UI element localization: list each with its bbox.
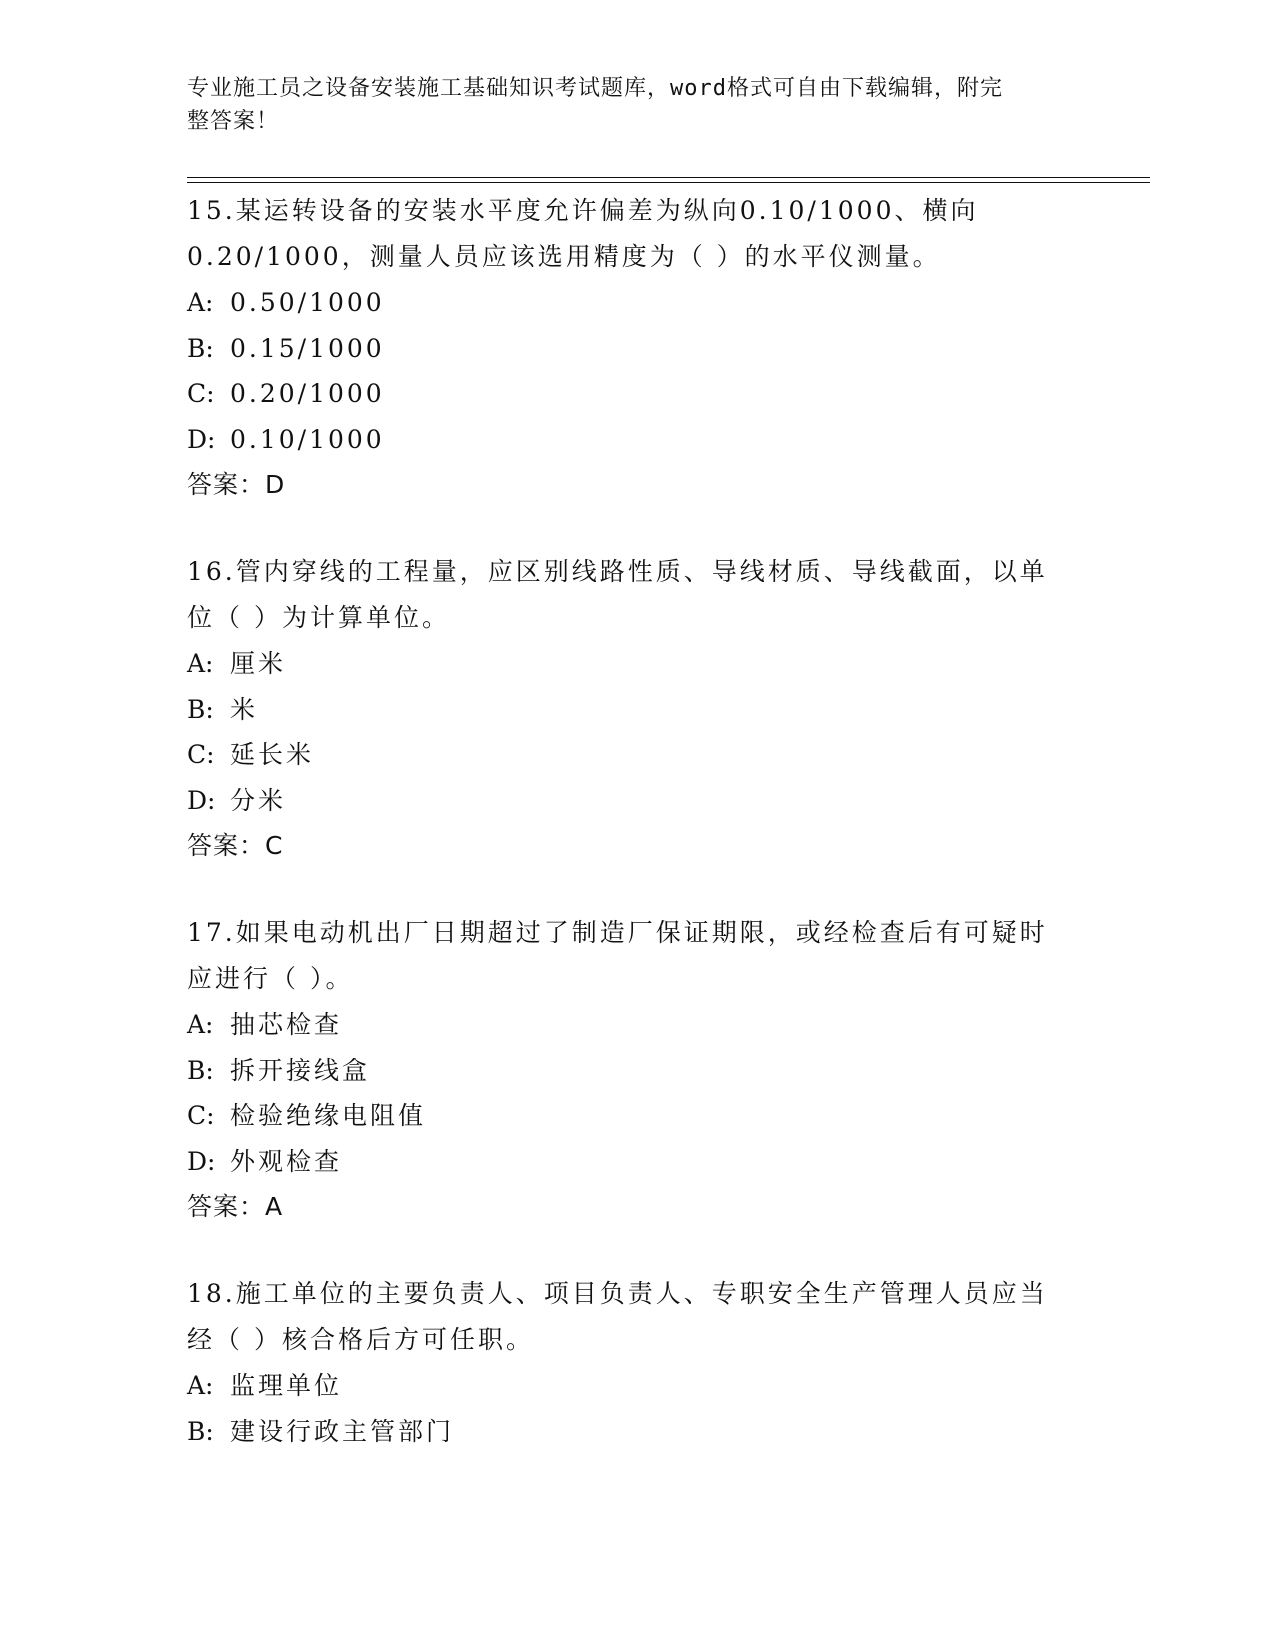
option-a <box>187 1363 1087 1409</box>
option-c <box>187 732 1087 778</box>
header-divider-bottom <box>187 182 1150 183</box>
option-text: 拆开接线盒 <box>230 1055 371 1085</box>
question-stem-line: 经（ ）核合格后方可任职。 <box>187 1325 534 1354</box>
option-key: B: <box>187 694 214 724</box>
option-a <box>187 641 1087 687</box>
option-c <box>187 1093 1087 1139</box>
question-15 <box>187 188 1087 507</box>
option-b <box>187 1048 1087 1094</box>
question-stem-line: 18.施工单位的主要负责人、项目负责人、专职安全生产管理人员应当 <box>187 1279 1048 1308</box>
question-stem-line: 16.管内穿线的工程量，应区别线路性质、导线材质、导线截面，以单 <box>187 557 1048 586</box>
option-d <box>187 1139 1087 1185</box>
option-key: B: <box>187 333 214 363</box>
option-text: 0.15/1000 <box>230 333 385 363</box>
question-stem-line: 0.20/1000，测量人员应该选用精度为（ ）的水平仪测量。 <box>187 242 941 271</box>
option-text: 米 <box>230 694 259 724</box>
option-text: 抽芯检查 <box>230 1010 343 1039</box>
option-key: C: <box>187 740 215 769</box>
option-key: A: <box>187 288 214 317</box>
option-c <box>187 371 1087 417</box>
option-text: 监理单位 <box>230 1371 343 1400</box>
question-18 <box>187 1271 1087 1454</box>
option-key: D: <box>187 1146 216 1176</box>
option-key: C: <box>187 379 215 408</box>
option-text: 0.20/1000 <box>230 379 385 408</box>
header-line-2: 整答案！ <box>187 109 280 134</box>
option-b <box>187 1409 1087 1455</box>
answer-line: 答案：C <box>187 831 284 860</box>
question-16 <box>187 549 1087 868</box>
option-b <box>187 687 1087 733</box>
option-text: 厘米 <box>230 649 287 678</box>
option-d <box>187 417 1087 463</box>
question-list <box>187 188 1087 1496</box>
header-line-1: 专业施工员之设备安装施工基础知识考试题库，word格式可自由下载编辑，附完 <box>187 76 1003 101</box>
question-stem-line: 17.如果电动机出厂日期超过了制造厂保证期限，或经检查后有可疑时 <box>187 918 1048 947</box>
option-key: A: <box>187 1371 214 1400</box>
option-key: C: <box>187 1101 215 1130</box>
option-key: A: <box>187 1010 214 1039</box>
document-header <box>187 72 1067 138</box>
header-divider-top <box>187 177 1150 178</box>
option-d <box>187 778 1087 824</box>
option-key: D: <box>187 424 216 454</box>
option-key: D: <box>187 785 216 815</box>
option-text: 0.50/1000 <box>230 288 385 317</box>
option-text: 建设行政主管部门 <box>230 1416 455 1446</box>
option-key: B: <box>187 1055 214 1085</box>
option-a <box>187 1002 1087 1048</box>
option-key: A: <box>187 649 214 678</box>
option-text: 0.10/1000 <box>230 424 385 454</box>
question-stem-line: 15.某运转设备的安装水平度允许偏差为纵向0.10/1000、横向 <box>187 196 979 225</box>
answer-line: 答案：D <box>187 470 286 499</box>
question-stem-line: 位（ ）为计算单位。 <box>187 603 450 632</box>
option-text: 检验绝缘电阻值 <box>230 1101 427 1130</box>
option-text: 分米 <box>230 785 287 815</box>
question-17 <box>187 910 1087 1229</box>
answer-line: 答案：A <box>187 1192 284 1221</box>
option-text: 延长米 <box>230 740 315 769</box>
option-b <box>187 326 1087 372</box>
question-stem-line: 应进行（ ）。 <box>187 964 354 993</box>
option-a <box>187 280 1087 326</box>
option-key: B: <box>187 1416 214 1446</box>
option-text: 外观检查 <box>230 1146 343 1176</box>
